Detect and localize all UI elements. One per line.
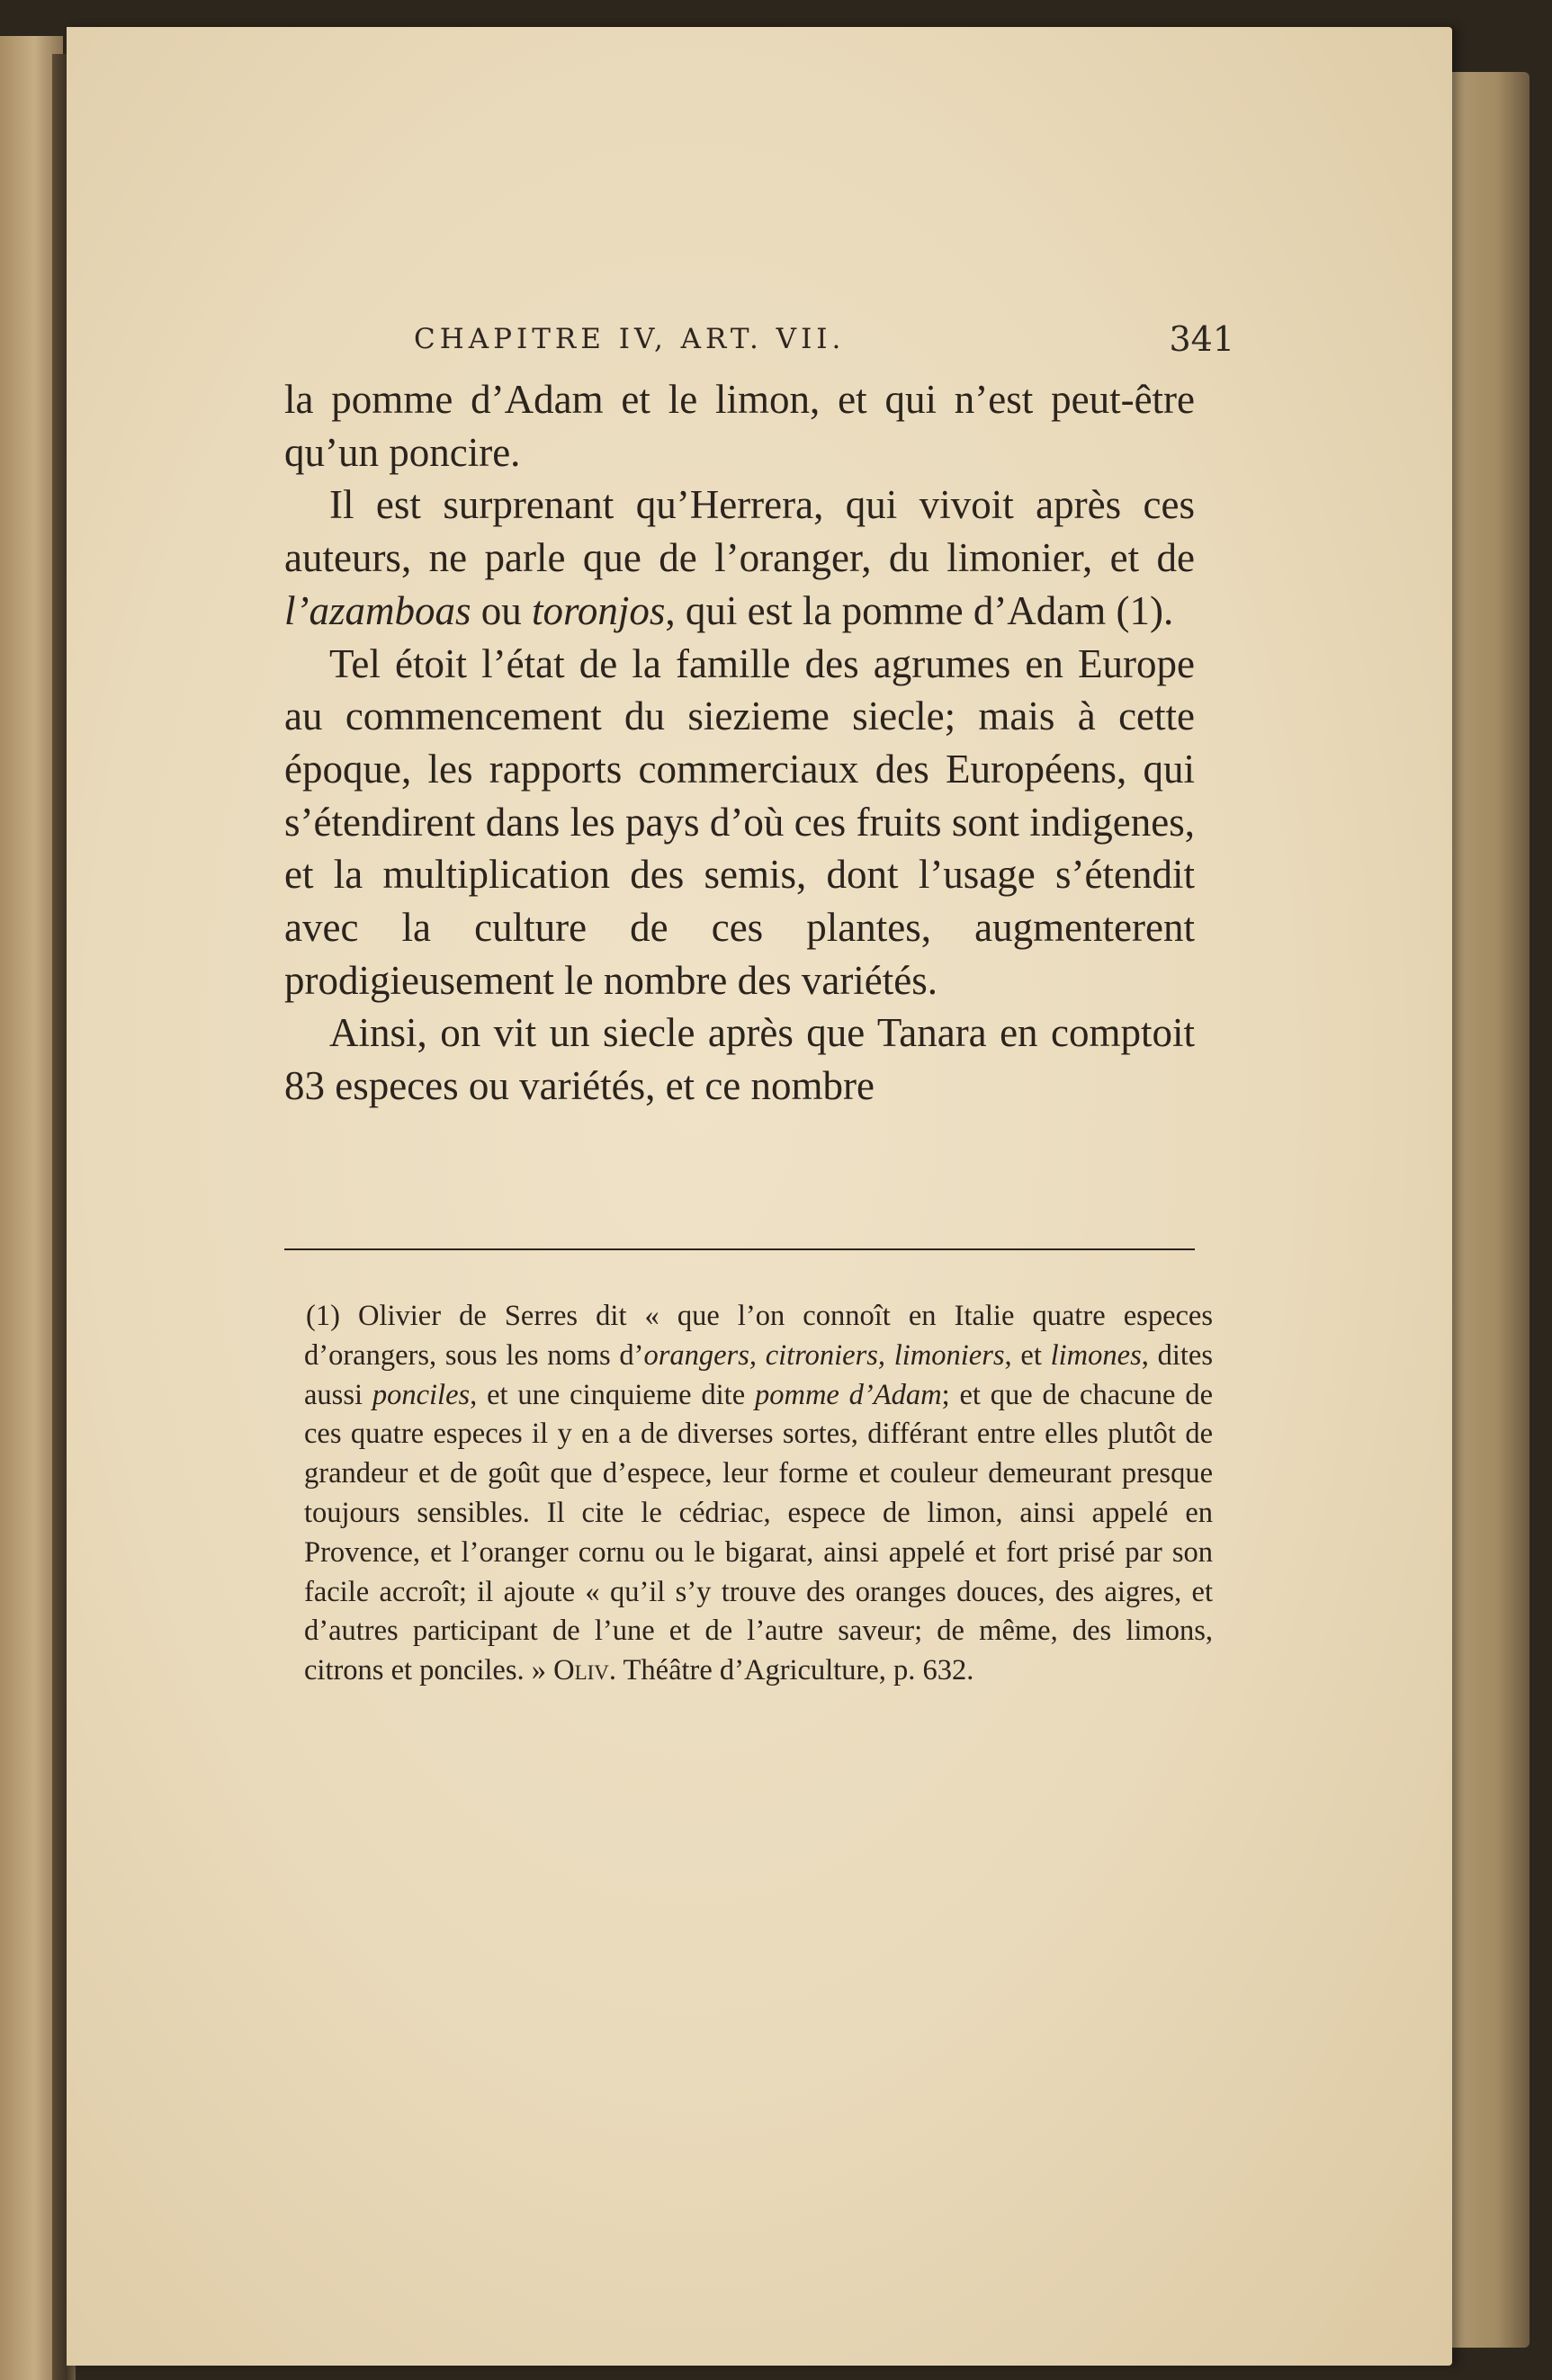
paragraph-2-text-a: Il est surprenant qu’Herrera, qui vivoit après ces auteurs, ne parle que de l’oranger, du limonier, et de: [284, 482, 1195, 581]
paragraph-2-text-end: , qui est la pomme d’Adam (1).: [665, 587, 1174, 633]
footnote-paragraph: [304, 1297, 1213, 1691]
footnote-rule: [284, 1248, 1195, 1250]
footnote-text-1: (1) Olivier de Serres dit « que l’on connoît en Italie quatre especes d’orangers, sous les noms d’: [304, 1300, 1213, 1372]
paragraph-2-italic-toronjos: toronjos: [532, 587, 666, 633]
chapter-heading: CHAPITRE IV, ART. VII.: [414, 323, 846, 355]
footnote-author-abbrev: Oliv.: [553, 1654, 617, 1687]
footnote-text-5: ; et que de chacune de ces quatre especes il y en a de diverses sortes, différant entre elles plutôt de grandeur et de goût que d’espece, leur forme et couleur demeurant presque toujours sensibles. Il cite le cédriac, espece de limon, ainsi appelé en Provence, et l’oranger cornu ou le bigarat, ainsi appelé et fort prisé par son facile accroît; il ajoute « qu’il s’y trouve des oranges douces, des aigres, et d’autres participant de l’une et de l’autre saveur; de même, des limons, citrons et ponciles. »: [304, 1378, 1213, 1687]
footnote-text-4: , et une cinquieme dite: [470, 1378, 755, 1411]
paragraph-1: [284, 373, 1195, 479]
footnote-citation: Théâtre d’Agriculture, p. 632.: [616, 1654, 974, 1687]
footnote-text-2: , et: [1004, 1338, 1051, 1372]
paragraph-2: [284, 479, 1195, 637]
paragraph-4-text: Ainsi, on vit un siecle après que Tanara en comptoit 83 especes ou variétés, et ce nombre: [284, 1010, 1195, 1109]
footnote-italic-ponciles: ponciles: [372, 1378, 471, 1411]
paragraph-4: [284, 1007, 1195, 1112]
paragraph-2-italic-azamboas: l’azamboas: [284, 587, 471, 633]
paragraph-3: [284, 638, 1195, 1007]
paragraph-3-text: Tel étoit l’état de la famille des agrumes en Europe au commencement du siezieme siecle; mais à cette époque, les rapports commerciaux des Européens, qui s’étendirent dans les pays d’où ces fruits sont indigenes, et la multiplication des semis, dont l’usage s’étendit avec la culture de ces plantes, augmenterent prodigieusement le nombre des variétés.: [284, 640, 1195, 1003]
main-text: [284, 373, 1195, 1113]
paragraph-1-text: la pomme d’Adam et le limon, et qui n’est peut-être qu’un poncire.: [284, 377, 1195, 475]
footnote: [304, 1297, 1213, 1691]
running-head: [414, 319, 1234, 364]
footnote-text-3: , dites aussi: [304, 1338, 1213, 1411]
footnote-italic-limones: limones: [1050, 1338, 1142, 1372]
footnote-italic-orangers: orangers, citroniers, limoniers: [643, 1338, 1005, 1372]
page-number: 341: [1169, 319, 1234, 359]
paragraph-2-text-ou: ou: [471, 587, 533, 633]
footnote-italic-pomme-adam: pomme d’Adam: [754, 1378, 942, 1411]
